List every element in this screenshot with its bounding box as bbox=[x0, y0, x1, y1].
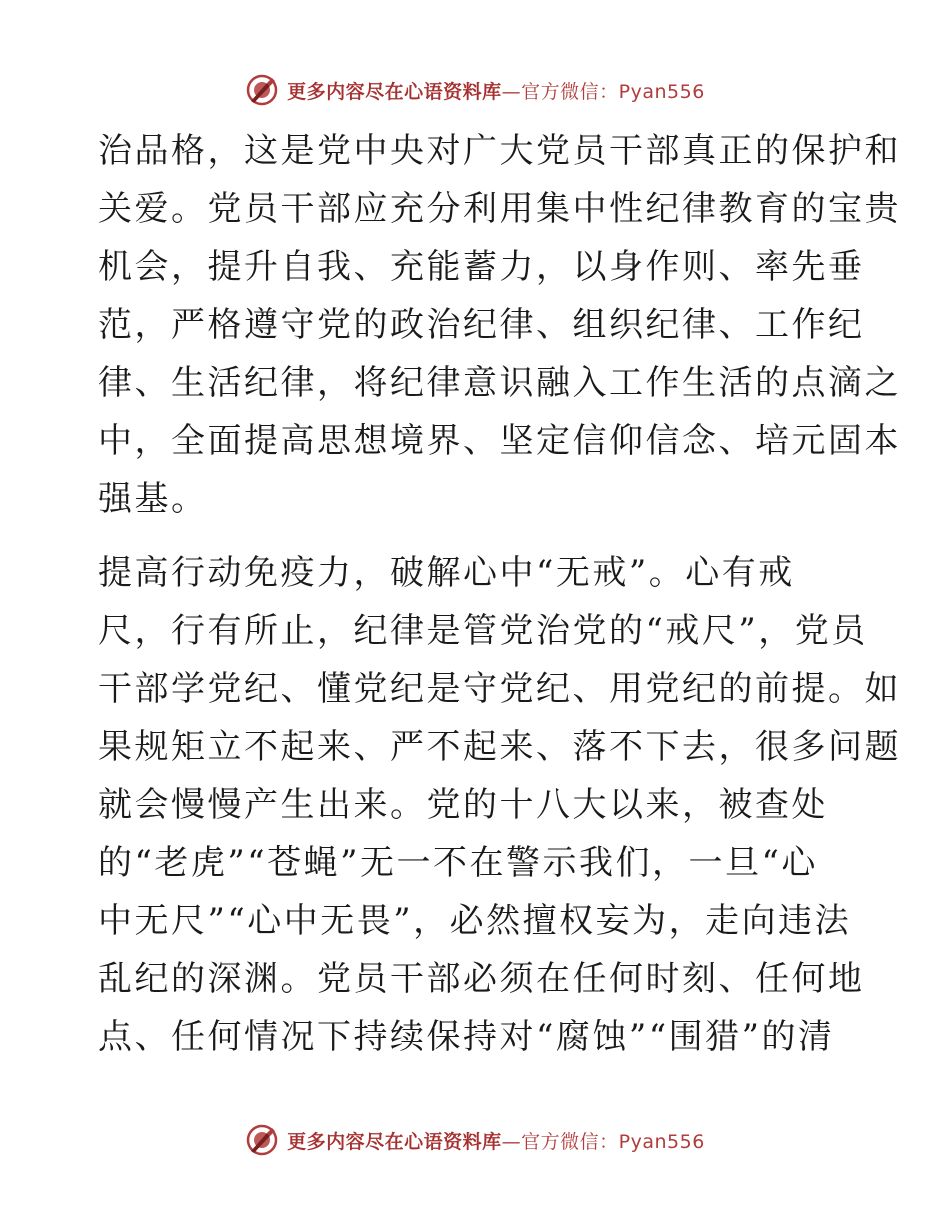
watermark-brand: 更多内容尽在心语资料库 bbox=[287, 1130, 502, 1153]
watermark-text bbox=[287, 1127, 705, 1154]
header-watermark bbox=[0, 70, 950, 110]
paragraph-1 bbox=[98, 122, 901, 528]
watermark-contact: 官方微信：Pyan556 bbox=[521, 1130, 705, 1153]
watermark-text bbox=[287, 77, 705, 104]
text-line: 果规矩立不起来、严不起来、落不下去，很多问题 bbox=[98, 727, 901, 767]
text-line: 律、生活纪律，将纪律意识融入工作生活的点滴之 bbox=[98, 363, 901, 403]
text-line: 提高行动免疫力，破解心中“无戒”。心有戒 bbox=[98, 553, 795, 593]
text-line: 范，严格遵守党的政治纪律、组织纪律、工作纪 bbox=[98, 305, 865, 345]
text-line: 治品格，这是党中央对广大党员干部真正的保护和 bbox=[98, 131, 901, 171]
text-line: 的“老虎”“苍蝇”无一不在警示我们，一旦“心 bbox=[98, 843, 818, 883]
text-line: 尺，行有所止，纪律是管党治党的“戒尺”，党员 bbox=[98, 611, 868, 651]
pen-seal-icon bbox=[245, 1123, 279, 1157]
text-line: 就会慢慢产生出来。党的十八大以来，被查处 bbox=[98, 785, 828, 825]
text-line: 中，全面提高思想境界、坚定信仰信念、培元固本 bbox=[98, 421, 901, 461]
watermark-separator: — bbox=[501, 80, 522, 103]
text-line: 机会，提升自我、充能蓄力，以身作则、率先垂 bbox=[98, 247, 865, 287]
paragraph-2 bbox=[98, 544, 901, 1066]
text-line: 中无尺”“心中无畏”，必然擅权妄为，走向违法 bbox=[98, 901, 852, 941]
text-line: 关爱。党员干部应充分利用集中性纪律教育的宝贵 bbox=[98, 189, 901, 229]
document-body bbox=[98, 122, 901, 1066]
footer-watermark bbox=[0, 1120, 950, 1160]
watermark-separator: — bbox=[501, 1130, 522, 1153]
text-line: 干部学党纪、懂党纪是守党纪、用党纪的前提。如 bbox=[98, 669, 901, 709]
paragraph-gap bbox=[98, 528, 858, 544]
text-line: 乱纪的深渊。党员干部必须在任何时刻、任何地 bbox=[98, 959, 865, 999]
watermark-contact: 官方微信：Pyan556 bbox=[521, 80, 705, 103]
watermark-brand: 更多内容尽在心语资料库 bbox=[287, 80, 502, 103]
pen-seal-icon bbox=[245, 73, 279, 107]
text-line: 点、任何情况下持续保持对“腐蚀”“围猎”的清 bbox=[98, 1017, 835, 1057]
text-line: 强基。 bbox=[98, 479, 208, 519]
